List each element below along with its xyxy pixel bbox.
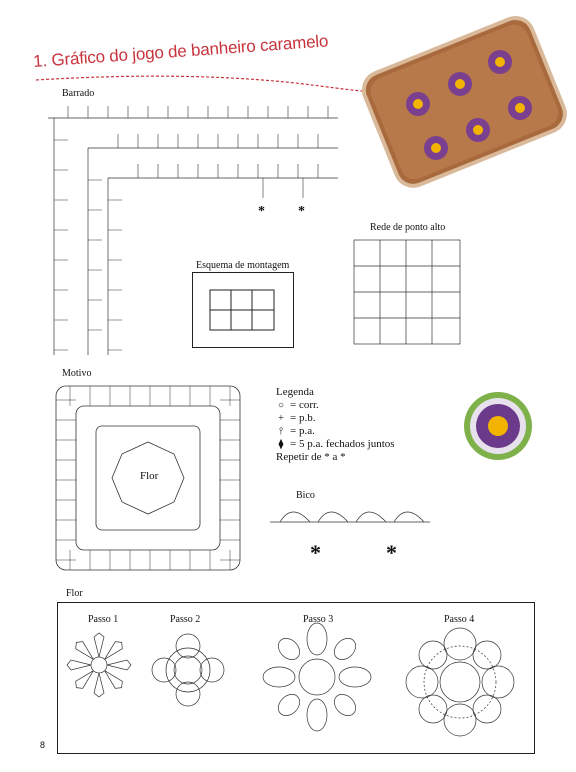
bico-asterisk-2: * — [386, 540, 397, 565]
step-4-label: Passo 4 — [444, 614, 475, 625]
esquema-diagram — [192, 272, 294, 348]
barrado-label: Barrado — [62, 88, 95, 99]
legend-item-corr: ○ = corr. — [277, 399, 319, 411]
double-crochet-icon: ⫯ — [278, 426, 284, 437]
rede-diagram — [350, 236, 465, 348]
step-2-diagram — [148, 630, 228, 710]
legend-repeat: Repetir de * a * — [276, 451, 346, 463]
single-crochet-icon: + — [278, 413, 284, 424]
step-3-label: Passo 3 — [303, 614, 334, 625]
motivo-flor-label: Flor — [140, 470, 159, 482]
step-2-label: Passo 2 — [170, 614, 201, 625]
rede-label: Rede de ponto alto — [370, 222, 446, 233]
step-3-diagram — [262, 622, 372, 732]
step-1-diagram — [64, 630, 134, 700]
chain-stitch-icon: ○ — [277, 400, 285, 411]
barrado-asterisk-2: * — [298, 204, 305, 219]
esquema-label: Esquema de montagem — [196, 260, 290, 271]
motivo-label: Motivo — [62, 368, 92, 379]
rug-photo — [360, 12, 568, 190]
bico-asterisk-1: * — [310, 540, 321, 565]
legend-title: Legenda — [276, 386, 314, 398]
legend — [276, 386, 395, 464]
legend-item-cluster: ⧫ = 5 p.a. fechados juntos — [276, 438, 395, 451]
legend-item-pb: + = p.b. — [276, 412, 395, 425]
page-title: 1. Gráfico do jogo de banheiro caramelo — [32, 31, 329, 72]
bico-label: Bico — [296, 490, 315, 501]
legend-item-pa: ⫯ = p.a. — [276, 425, 395, 438]
flor-section-label: Flor — [66, 588, 83, 599]
barrado-asterisk-1: * — [258, 204, 265, 219]
step-1-label: Passo 1 — [88, 614, 119, 625]
cluster-stitch-icon: ⧫ — [278, 439, 284, 450]
flower-photo — [458, 386, 538, 466]
page-number: 8 — [40, 740, 46, 750]
step-4-diagram — [400, 622, 520, 742]
bico-diagram — [270, 500, 435, 540]
